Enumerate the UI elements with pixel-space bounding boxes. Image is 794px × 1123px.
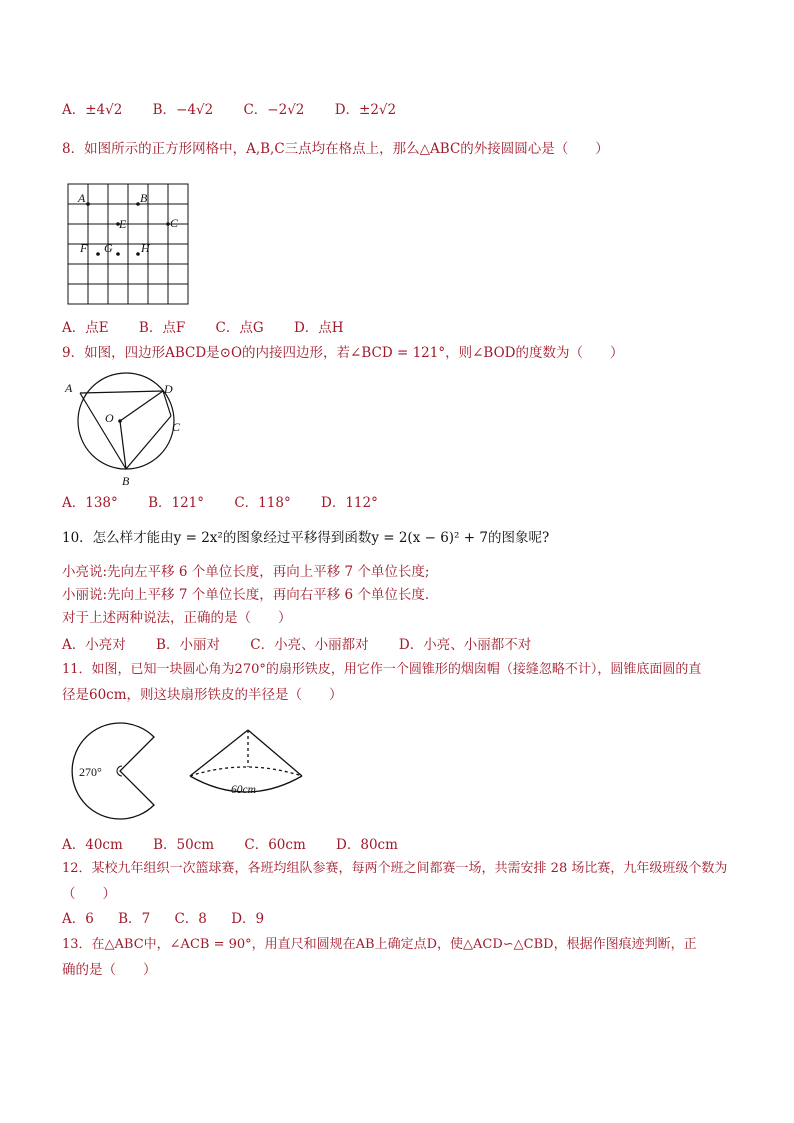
label-e: E — [119, 217, 127, 231]
q13-stem-line1: 13．在△ABC中，∠ACB = 90°，用直尺和圆规在AB上确定点D，使△ACD∽△CBD，根据作图痕迹判断，正 — [62, 937, 697, 952]
label-b: B — [122, 474, 130, 488]
q9-option-b: B．121° — [148, 495, 205, 511]
q10-option-d: D．小亮、小丽都不对 — [398, 637, 532, 653]
q7-option-b: B．−4√2 — [152, 102, 214, 118]
segment-ab — [80, 393, 126, 469]
q12-option-c: C．8 — [174, 911, 207, 927]
segment-bc — [126, 416, 171, 469]
q8-option-d: D．点H — [293, 320, 344, 336]
q12-option-a: A．6 — [62, 911, 94, 927]
q12-options — [62, 908, 284, 930]
q7-option-a: A．±4√2 — [62, 102, 123, 118]
q10-option-a: A．小亮对 — [62, 637, 126, 653]
q7-option-c: C．−2√2 — [243, 102, 305, 118]
circle-o — [78, 373, 174, 469]
q7-option-d: D．±2√2 — [334, 102, 397, 118]
point-g — [116, 252, 120, 256]
label-h: H — [141, 241, 150, 255]
label-c: C — [170, 216, 179, 230]
q11-option-b: B．50cm — [153, 837, 215, 853]
label-c: C — [172, 420, 181, 434]
label-g: G — [104, 241, 113, 255]
q9-options — [62, 492, 404, 514]
cone — [190, 730, 302, 792]
q8-option-c: C．点G — [215, 320, 264, 336]
segment-ad — [80, 391, 163, 393]
center-o — [118, 419, 122, 423]
q12-option-b: B．7 — [118, 911, 151, 927]
q10-xiaoliang: 小亮说:先向左平移 6 个单位长度，再向上平移 7 个单位长度; — [62, 564, 430, 580]
q8-option-b: B．点F — [138, 320, 186, 336]
q10-xiaoli: 小丽说:先向上平移 7 个单位长度，再向右平移 6 个单位长度． — [62, 587, 439, 603]
label-f: F — [80, 241, 88, 255]
q7-options — [62, 99, 422, 121]
q12-stem-line2: （ ） — [62, 886, 116, 902]
q10-option-c: C．小亮、小丽都对 — [250, 637, 369, 653]
q11-option-c: C．60cm — [244, 837, 306, 853]
q11-option-d: D．80cm — [336, 837, 398, 853]
q9-circle-figure — [60, 368, 190, 492]
label-o: O — [105, 411, 114, 425]
q10-question: 对于上述两种说法，正确的是（ ） — [62, 610, 292, 626]
q11-stem-line2: 径是60cm，则这块扇形铁皮的半径是（ ） — [62, 687, 343, 703]
q9-option-a: A．138° — [62, 495, 118, 511]
q8-option-a: A．点E — [62, 320, 109, 336]
q9-option-d: D．112° — [321, 495, 378, 511]
label-b: B — [140, 191, 148, 205]
q9-option-c: C．118° — [234, 495, 291, 511]
q10-stem: 10．怎么样才能由y = 2x²的图象经过平移得到函数y = 2(x − 6)² + 7的图象呢? — [62, 530, 550, 546]
q10-options — [62, 634, 557, 656]
q11-option-a: A．40cm — [62, 837, 123, 853]
point-a — [86, 202, 90, 206]
q10-option-b: B．小丽对 — [156, 637, 220, 653]
segment-ob — [120, 421, 126, 469]
point-f — [96, 252, 100, 256]
q11-stem-line1: 11．如图，已知一块圆心角为270°的扇形铁皮，用它作一个圆锥形的烟囱帽（接缝忽略不计），圆锥底面圆的直 — [62, 662, 702, 677]
q13-stem-line2: 确的是（ ） — [62, 962, 157, 978]
q8-grid-figure — [67, 183, 191, 305]
q9-stem: 9．如图，四边形ABCD是⊙O的内接四边形，若∠BCD = 121°，则∠BOD的度数为（ ） — [62, 345, 624, 361]
diameter-label: 60cm — [231, 784, 256, 796]
q11-options — [62, 834, 424, 856]
q8-stem: 8．如图所示的正方形网格中，A,B,C三点均在格点上，那么△ABC的外接圆圆心是（ ） — [62, 141, 609, 157]
q11-figure — [62, 711, 322, 835]
angle-label: 270° — [79, 765, 102, 779]
q12-option-d: D．9 — [231, 911, 265, 927]
point-h — [136, 252, 140, 256]
segment-od — [120, 391, 163, 421]
q8-options — [62, 317, 370, 339]
label-d: D — [164, 382, 173, 396]
label-a: A — [78, 191, 86, 205]
q12-stem-line1: 12．某校九年组织一次篮球赛，各班均组队参赛，每两个班之间都赛一场，共需安排 28 场比赛，九年级班级个数为 — [62, 861, 728, 876]
label-a: A — [65, 381, 73, 395]
